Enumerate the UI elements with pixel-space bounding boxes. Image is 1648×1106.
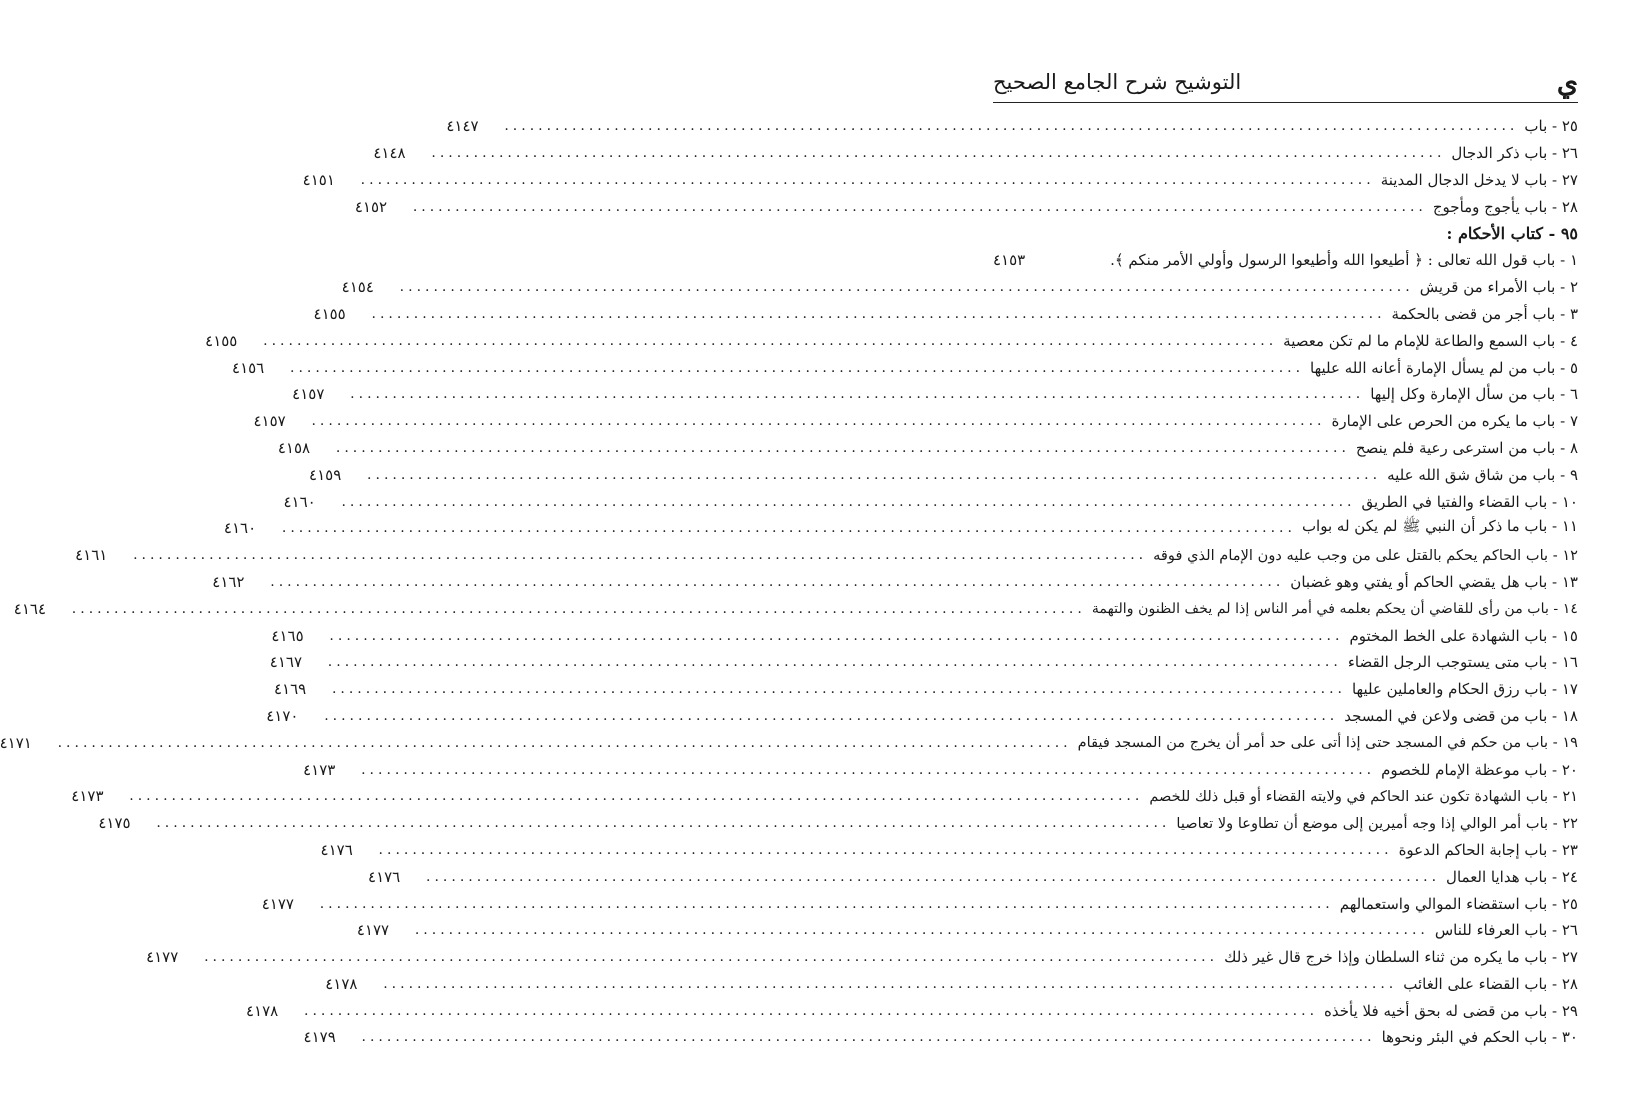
page-number-letter: ي [1556,68,1578,99]
toc-entry [232,354,1578,381]
toc-entry-page: ٤١٥٣ [993,251,1026,270]
toc-entry-title: ٩٥ - كتاب الأحكام : [1446,224,1578,244]
toc-entry-title: ٢٠ - باب موعظة الإمام للخصوم [1381,760,1578,779]
toc-entry [271,622,1578,649]
toc-entry-page: ٤١٧٣ [303,760,336,779]
toc-entry [146,944,1578,971]
toc-entry-title: ٢٨ - باب القضاء على الغائب [1403,974,1578,993]
dot-leader: ........................................................................................................................ [331,681,1346,698]
toc-entry-page: ٤١٤٧ [446,117,479,136]
toc-entry-page: ٤١٥٧ [292,385,325,404]
table-of-contents [0,113,1578,1051]
toc-entry-title: ١ - باب قول الله تعالى : ﴿ أطيعوا الله وأطيعوا الرسول وأولي الأمر منكم ﴾. [1110,251,1578,270]
dot-leader: ........................................................................................................................ [204,949,1219,966]
toc-entry [223,515,1578,542]
toc-entry-page: ٤١٧٠ [266,706,299,725]
dot-leader: ........................................................................................................................ [414,922,1429,939]
dot-leader: ........................................................................................................................ [329,627,1344,644]
toc-entry [313,301,1578,328]
toc-entry [75,542,1578,569]
dot-leader: ........................................................................................................................ [129,788,1144,805]
toc-entry-page: ٤١٦٠ [223,519,257,538]
toc-entry-page: ٤١٧٧ [146,948,179,967]
toc-entry-title: ١٢ - باب الحاكم يحكم بالقتل على من وجب عليه دون الإمام الذي فوقه [1153,546,1578,564]
toc-entry [13,595,1578,622]
toc-entry [0,729,1578,756]
dot-leader: ........................................................................................................................ [361,761,1376,778]
toc-entry [341,274,1578,301]
dot-leader: ........................................................................................................................ [270,573,1285,590]
toc-entry-page: ٤١٥٤ [341,278,374,297]
dot-leader: ........................................................................................................................ [327,654,1342,671]
toc-entry [325,971,1578,998]
dot-leader: ........................................................................................................................ [290,359,1305,376]
dot-leader: ........................................................................................................................ [412,198,1427,215]
dot-leader: ........................................................................................................................ [426,868,1441,885]
dot-leader: ........................................................................................................................ [281,520,1296,537]
toc-entry [993,247,1578,274]
toc-entry-title: ١٣ - باب هل يقضي الحاكم أو يفتي وهو غضبان [1290,572,1578,591]
toc-entry-title: ٢٦ - باب العرفاء للناس [1434,921,1578,940]
dot-leader: ........................................................................................................................ [378,841,1393,858]
toc-entry-page: ٤١٥١ [302,170,335,189]
dot-leader: ........................................................................................................................ [360,171,1375,188]
toc-entry-title: ٢٣ - باب إجابة الحاكم الدعوة [1398,840,1578,859]
toc-entry-title: ٢٨ - باب يأجوج ومأجوج [1432,197,1578,216]
dot-leader: ........................................................................................................................ [57,734,1072,751]
toc-entry-page: ٤١٥٢ [354,197,388,216]
toc-entry [71,783,1578,810]
toc-entry [368,863,1578,890]
toc-entry [261,890,1578,917]
toc-entry-title: ١٩ - باب من حكم في المسجد حتى إذا أتى على حد أمر أن يخرج من المسجد فيقام [1077,734,1578,752]
dot-leader: ........................................................................................................................ [361,1029,1376,1046]
toc-entry-page: ٤١٧٥ [98,814,131,833]
dot-leader: ........................................................................................................................ [431,145,1446,162]
dot-leader: ........................................................................................................................ [304,1002,1319,1019]
toc-entry [320,837,1578,864]
toc-entry-title: ٩ - باب من شاق شق الله عليه [1387,465,1578,484]
toc-entry-title: ١٠ - باب القضاء والفتيا في الطريق [1361,492,1578,511]
toc-entry-title: ٣٠ - باب الحكم في البئر ونحوها [1381,1028,1578,1047]
dot-leader: ........................................................................................................................ [350,386,1365,403]
dot-leader: ........................................................................................................................ [399,279,1414,296]
dot-leader: ........................................................................................................................ [156,815,1171,832]
toc-entry-title: ٢٩ - باب من قضى له بحق أخيه فلا يأخذه [1324,1001,1578,1020]
toc-entry-title: ٥ - باب من لم يسأل الإمارة أعانه الله عليها [1310,358,1578,377]
toc-entry-title: ١٧ - باب رزق الحكام والعاملين عليها [1351,680,1578,699]
toc-entry-page: ٤١٥٥ [205,331,238,350]
toc-entry-page: ٤١٦١ [75,546,108,565]
toc-entry-page: ٤١٦٧ [269,653,303,672]
toc-entry-title: ٢٦ - باب ذكر الدجال [1451,144,1578,163]
toc-entry-page: ٤١٥٧ [253,412,286,431]
dot-leader: ........................................................................................................................ [367,466,1382,483]
toc-entry [266,703,1578,730]
dot-leader: ........................................................................................................................ [263,332,1278,349]
dot-leader: ........................................................................................................................ [504,118,1519,135]
toc-entry [302,167,1578,194]
toc-entry-title: ١٦ - باب متى يستوجب الرجل القضاء [1347,653,1578,672]
toc-entry [292,381,1578,408]
toc-entry [303,1024,1578,1051]
toc-entry-page: ٤١٧٨ [325,974,358,993]
toc-entry-page: ٤١٧٦ [368,867,401,886]
chapter-heading [993,220,1578,247]
dot-leader: ........................................................................................................................ [371,305,1386,322]
toc-entry-page: ٤١٦٠ [283,492,316,511]
toc-entry [303,756,1578,783]
toc-entry-title: ٢ - باب الأمراء من قريش [1419,278,1578,297]
dot-leader: ........................................................................................................................ [341,493,1356,510]
dot-leader: ........................................................................................................................ [383,975,1398,992]
toc-entry [212,569,1578,596]
toc-entry-page: ٤١٦٢ [212,572,245,591]
toc-entry-page: ٤١٥٩ [309,465,342,484]
page-header [993,62,1578,103]
toc-entry [283,488,1578,515]
toc-entry-page: ٤١٧٧ [261,894,294,913]
toc-entry-title: ٤ - باب السمع والطاعة للإمام ما لم تكن معصية [1283,331,1578,350]
toc-entry-title: ٢٢ - باب أمر الوالي إذا وجه أميرين إلى موضع أن تطاوعا ولا تعاصيا [1176,814,1578,832]
toc-entry [98,810,1578,837]
toc-entry-page: ٤١٧١ [0,733,32,752]
toc-entry-page: ٤١٦٩ [273,680,307,699]
toc-entry-title: ١١ - باب ما ذكر أن النبي ﷺ لم يكن له بواب [1301,517,1578,536]
toc-entry-title: ٧ - باب ما يكره من الحرص على الإمارة [1331,412,1578,431]
toc-entry-title: ٦ - باب من سأل الإمارة وكل إليها [1370,385,1578,404]
toc-entry [373,140,1578,167]
toc-entry-title: ٢٧ - باب ما يكره من ثناء السلطان وإذا خرج قال غير ذلك [1224,948,1578,967]
toc-entry [356,917,1578,944]
toc-entry-page: ٤١٧٦ [320,840,353,859]
dot-leader: ........................................................................................................................ [133,547,1148,564]
toc-entry-page: ٤١٥٨ [277,438,311,457]
toc-entry-page: ٤١٧٩ [303,1028,336,1047]
toc-entry-page: ٤١٦٥ [271,626,304,645]
toc-entry [205,327,1578,354]
toc-entry-title: ٢٥ - باب [1524,117,1578,136]
toc-entry-page: ٤١٧٣ [71,787,104,806]
toc-entry-page: ٤١٤٨ [373,144,406,163]
toc-entry-page: ٤١٧٧ [356,921,390,940]
dot-leader: ........................................................................................................................ [71,600,1086,617]
toc-entry [354,193,1578,220]
toc-entry [253,408,1578,435]
toc-entry [309,461,1578,488]
toc-entry [273,676,1578,703]
toc-entry-title: ٨ - باب من استرعى رعية فلم ينصح [1355,438,1578,457]
toc-entry-title: ٢٤ - باب هدايا العمال [1446,867,1578,886]
dot-leader: ........................................................................................................................ [335,439,1350,456]
toc-entry [446,113,1578,140]
dot-leader: ........................................................................................................................ [319,895,1334,912]
toc-entry-page: ٤١٥٦ [232,358,265,377]
toc-entry-title: ١٥ - باب الشهادة على الخط المختوم [1349,626,1578,645]
toc-entry-title: ٢١ - باب الشهادة تكون عند الحاكم في ولايته القضاء أو قبل ذلك للخصم [1149,787,1578,805]
dot-leader: ........................................................................................................................ [324,707,1339,724]
toc-entry-title: ١٨ - باب من قضى ولاعن في المسجد [1344,706,1578,725]
toc-entry-page: ٤١٧٨ [246,1001,279,1020]
toc-entry-page: ٤١٥٥ [313,304,346,323]
dot-leader: ........................................................................................................................ [311,413,1326,430]
toc-entry [246,997,1578,1024]
toc-entry-title: ٢٧ - باب لا يدخل الدجال المدينة [1380,170,1578,189]
toc-entry-page: ٤١٦٤ [13,599,47,618]
toc-entry-title: ٣ - باب أجر من قضى بالحكمة [1391,304,1578,323]
toc-entry [277,435,1578,462]
toc-entry-title: ٢٥ - باب استقضاء الموالي واستعمالهم [1339,894,1578,913]
toc-entry-title: ١٤ - باب من رأى للقاضي أن يحكم بعلمه في أمر الناس إذا لم يخف الظنون والتهمة [1091,600,1578,617]
toc-entry [269,649,1578,676]
book-title: التوشيح شرح الجامع الصحيح [993,70,1242,94]
